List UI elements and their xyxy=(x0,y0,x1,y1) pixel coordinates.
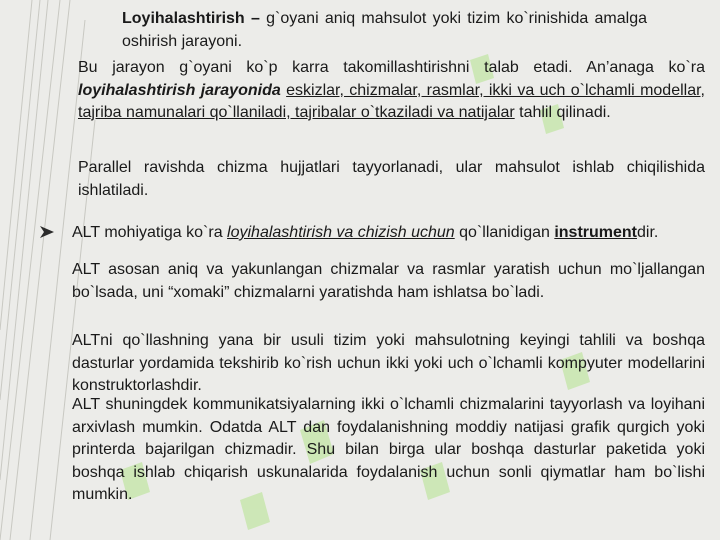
alt-essence-text-2: qo`llanidigan xyxy=(454,224,555,241)
process-text-1: Bu jarayon g`oyani ko`p karra takomillashtirishni talab etadi. An’anaga ko`ra xyxy=(78,59,705,76)
alt-essence-paragraph xyxy=(72,222,705,245)
alt-essence-instrument: instrument xyxy=(554,224,637,241)
process-underlined: eskizlar, chizmalar, rasmlar, ikki va uch o`lchamli modellar, tajriba namunalari qo`llaniladi, tajribalar o`tkaziladi va natijalar xyxy=(78,81,706,121)
process-text-3: tahlil qilinadi. xyxy=(514,104,611,121)
process-paragraph xyxy=(78,57,705,125)
parallel-paragraph: Parallel ravishda chizma hujjatlari tayyorlanadi, ular mahsulot ishlab chiqilishida ishlatiladi. xyxy=(78,159,705,199)
alt-essence-text-3: dir. xyxy=(637,224,659,241)
definition-text: g`oyani aniq mahsulot yoki tizim ko`rinishida amalga oshirish jarayoni. xyxy=(122,10,647,50)
term-loyihalashtirish: Loyihalashtirish xyxy=(122,10,245,27)
definition-paragraph xyxy=(122,8,647,53)
arrow-bullet-icon xyxy=(40,226,54,238)
term-dash: – xyxy=(244,10,267,27)
alt-essence-italic: loyihalashtirish va chizish uchun xyxy=(227,224,455,241)
process-emphasis: loyihalashtirish jarayonida xyxy=(78,81,281,99)
alt-models-paragraph: ALTni qo`llashning yana bir usuli tizim yoki mahsulotning keyingi tahlili va boshqa dasturlar yordamida tekshirib ko`rish uchun ikki yoki uch o`lchamli kompyuter modellarini konstruktorlashdir. xyxy=(72,332,705,394)
alt-archive-paragraph: ALT shuningdek kommunikatsiyalarning ikki o`lchamli chizmalarini tayyorlash va loyihani arxivlash mumkin. Odatda ALT dan foydalanishning moddiy natijasi grafik qurgich yoki printerda bajarilgan chizmadir. Shu bilan birga ular boshqa dasturlar paketida yoki boshqa ishlab chiqarish uskunalarida foydalanish uchun sonli qiymatlar ham bo`lishi mumkin. xyxy=(72,396,705,503)
alt-drawings-paragraph: ALT asosan aniq va yakunlangan chizmalar va rasmlar yaratish uchun mo`ljallangan bo`lsada, uni “xomaki” chizmalarni yaratishda ham ishlatsa bo`ladi. xyxy=(72,261,705,301)
alt-essence-text-1: ALT mohiyatiga ko`ra xyxy=(72,224,228,241)
